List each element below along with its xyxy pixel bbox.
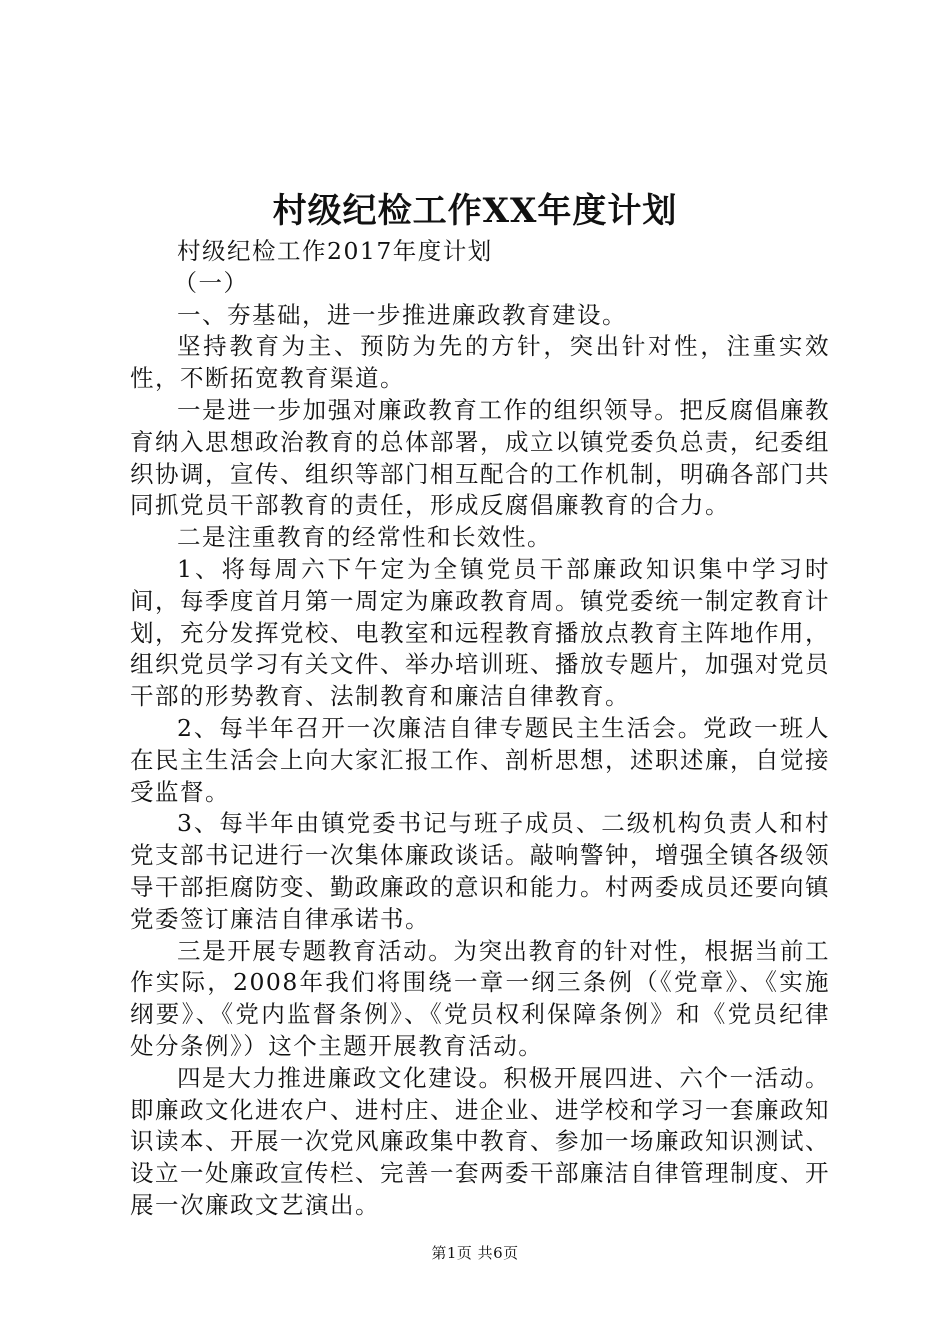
body-paragraph: 三是开展专题教育活动。为突出教育的针对性，根据当前工作实际，2008年我们将围绕一章一纲三条例（《党章》、《实施纲要》、《党内监督条例》、《党员权利保障条例》和《党员纪律处分条例》）这个主题开展教育活动。 (130, 936, 830, 1060)
body-paragraph: 2、每半年召开一次廉洁自律专题民主生活会。党政一班人在民主生活会上向大家汇报工作、剖析思想，述职述廉，自觉接受监督。 (130, 713, 830, 806)
section-heading: 一、夯基础，进一步推进廉政教育建设。 (177, 300, 627, 329)
document-body (130, 236, 830, 1222)
body-paragraph: 坚持教育为主、预防为先的方针，突出针对性，注重实效性，不断拓宽教育渠道。 (130, 332, 830, 393)
subtitle-paragraph: 村级纪检工作2017年度计划 (177, 237, 493, 265)
body-paragraph: 四是大力推进廉政文化建设。积极开展四进、六个一活动。即廉政文化进农户、进村庄、进企业、进学校和学习一套廉政知识读本、开展一次党风廉政集中教育、参加一场廉政知识测试、设立一处廉政宣传栏、完善一套两委干部廉洁自律管理制度、开展一次廉政文艺演出。 (130, 1063, 830, 1219)
body-paragraph: 二是注重教育的经常性和长效性。 (177, 523, 552, 552)
section-number: （一） (173, 268, 249, 297)
body-paragraph: 3、每半年由镇党委书记与班子成员、二级机构负责人和村党支部书记进行一次集体廉政谈话。敲响警钟，增强全镇各级领导干部拒腐防变、勤政廉政的意识和能力。村两委成员还要向镇党委签订廉洁自律承诺书。 (130, 809, 830, 933)
body-paragraph: 一是进一步加强对廉政教育工作的组织领导。把反腐倡廉教育纳入思想政治教育的总体部署，成立以镇党委负总责，纪委组织协调，宣传、组织等部门相互配合的工作机制，明确各部门共同抓党员干部教育的责任，形成反腐倡廉教育的合力。 (130, 395, 830, 520)
body-paragraph: 1、将每周六下午定为全镇党员干部廉政知识集中学习时间，每季度首月第一周定为廉政教育周。镇党委统一制定教育计划，充分发挥党校、电教室和远程教育播放点教育主阵地作用，组织党员学习有关文件、举办培训班、播放专题片，加强对党员干部的形势教育、法制教育和廉洁自律教育。 (130, 554, 830, 711)
document-title: 村级纪检工作XX年度计划 (272, 191, 678, 231)
page-footer: 第1页 共6页 (431, 1244, 519, 1262)
